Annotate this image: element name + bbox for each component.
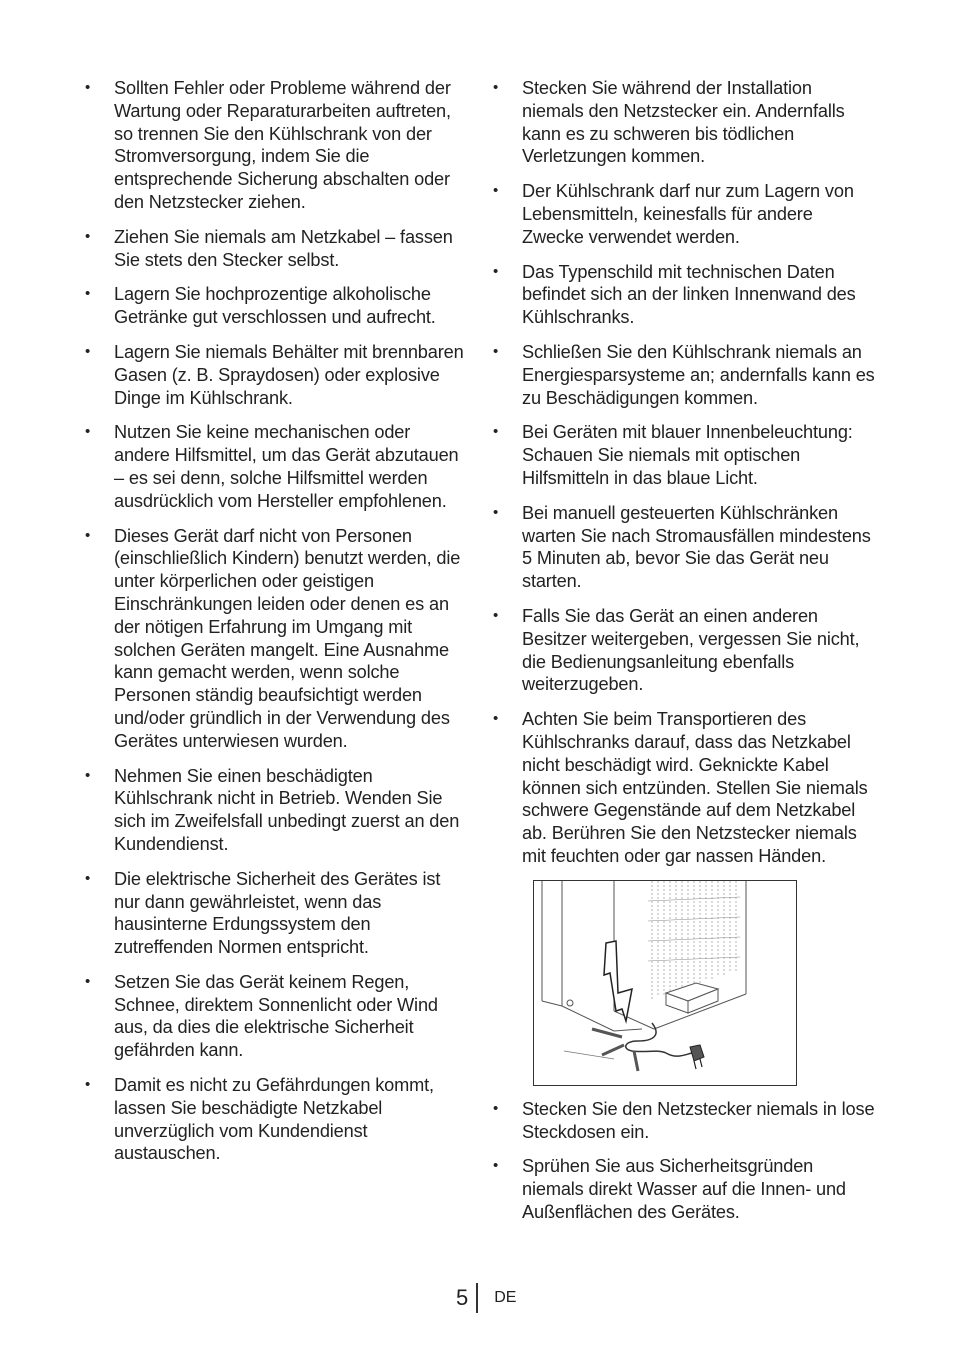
left-column	[84, 77, 468, 1177]
right-bullet-list-bottom	[492, 1098, 878, 1224]
bullet-icon: •	[85, 423, 91, 441]
bullet-icon: •	[85, 79, 91, 96]
list-item	[492, 341, 878, 409]
bullet-icon: •	[85, 766, 91, 784]
list-item	[84, 1074, 468, 1165]
page-number: 5	[456, 1285, 469, 1310]
list-item	[84, 341, 468, 409]
list-item	[492, 708, 878, 868]
bullet-icon: •	[493, 1099, 499, 1117]
list-item-text: Bei Geräten mit blauer Innenbeleuchtung: Schauen Sie niemals mit optischen Hilfsmitteln in das blaue Licht.	[522, 422, 853, 488]
right-bullet-list-top	[492, 77, 878, 868]
list-item-text: Das Typenschild mit technischen Daten befindet sich an der linken Innenwand des Kühlschranks.	[522, 261, 856, 328]
list-item-text: Bei manuell gesteuerten Kühlschränken warten Sie nach Stromausfällen mindestens 5 Minuten ab, bevor Sie das Gerät neu starten.	[522, 502, 871, 592]
right-column	[492, 77, 878, 1236]
list-item-text: Dieses Gerät darf nicht von Personen (einschließlich Kindern) benutzt werden, die unter körperlichen oder geistigen Einschränkungen leiden oder denen es an der nötigen Erfahrung im Umgang mit solchen Geräten mangelt. Eine Ausnahme kann gemacht werden, wenn solche Personen ständig beaufsichtigt werden und/oder gründlich in der Verwendung des Gerätes unterwiesen wurden.	[114, 525, 461, 751]
list-item-text: Falls Sie das Gerät an einen anderen Besitzer weitergeben, vergessen Sie nicht, die Bedienungsanleitung ebenfalls weiterzugeben.	[522, 605, 860, 695]
list-item-text: Damit es nicht zu Gefährdungen kommt, lassen Sie beschädigte Netzkabel unverzüglich vom Kundendienst austauschen.	[114, 1075, 434, 1164]
list-item	[492, 77, 878, 168]
list-item	[492, 1098, 878, 1144]
bullet-icon: •	[85, 972, 91, 990]
list-item	[84, 226, 468, 272]
bullet-icon: •	[493, 342, 499, 360]
list-item	[84, 283, 468, 329]
list-item-text: Nehmen Sie einen beschädigten Kühlschrank nicht in Betrieb. Wenden Sie sich im Zweifelsfall unbedingt zuerst an den Kundendienst.	[114, 765, 460, 854]
list-item-text: Sprühen Sie aus Sicherheitsgründen niemals direkt Wasser auf die Innen- und Außenflächen des Gerätes.	[522, 1156, 846, 1222]
bullet-icon: •	[85, 869, 91, 887]
list-item	[492, 261, 878, 329]
list-item-text: Setzen Sie das Gerät keinem Regen, Schnee, direktem Sonnenlicht oder Wind aus, da dies die elektrische Sicherheit gefährden kann.	[114, 971, 438, 1061]
list-item-text: Achten Sie beim Transportieren des Kühlschranks darauf, dass das Netzkabel nicht beschädigt wird. Geknickte Kabel können sich entzünden. Stellen Sie niemals schwere Gegenstände auf dem Netzkabel ab. Berühren Sie den Netzstecker niemals mit feuchten oder gar nassen Händen.	[522, 709, 868, 866]
page-footer	[456, 1283, 516, 1313]
list-item	[492, 605, 878, 696]
list-item	[84, 971, 468, 1062]
list-item-text: Der Kühlschrank darf nur zum Lagern von Lebensmitteln, keinesfalls für andere Zwecke verwendet werden.	[522, 181, 854, 247]
bullet-icon: •	[85, 227, 91, 245]
bullet-icon: •	[493, 1157, 499, 1175]
list-item-text: Nutzen Sie keine mechanischen oder andere Hilfsmittel, um das Gerät abzutauen – es sei denn, solche Hilfsmittel werden ausdrücklich vom Hersteller empfohlenen.	[114, 422, 459, 511]
bullet-icon: •	[85, 342, 91, 360]
bullet-icon: •	[493, 503, 499, 521]
list-item	[492, 421, 878, 489]
bullet-icon: •	[493, 423, 499, 441]
bullet-icon: •	[85, 285, 91, 303]
bullet-icon: •	[493, 262, 499, 280]
list-item	[84, 765, 468, 856]
list-item-text: Sollten Fehler oder Probleme während der Wartung oder Reparaturarbeiten auftreten, so trennen Sie den Kühlschrank von der Stromversorgung, indem Sie die entsprechende Sicherung abschalten oder den Netzstecker ziehen.	[114, 78, 451, 212]
bullet-icon: •	[85, 1076, 91, 1094]
bullet-icon: •	[493, 606, 499, 624]
list-item	[492, 180, 878, 248]
bullet-icon: •	[493, 710, 499, 728]
list-item	[84, 77, 468, 214]
list-item	[84, 421, 468, 512]
language-code: DE	[494, 1289, 517, 1306]
list-item	[84, 525, 468, 753]
list-item-text: Lagern Sie hochprozentige alkoholische Getränke gut verschlossen und aufrecht.	[114, 284, 436, 328]
list-item	[492, 1155, 878, 1223]
bullet-icon: •	[493, 79, 499, 96]
list-item	[84, 868, 468, 959]
left-bullet-list	[84, 77, 468, 1165]
power-cable-illustration	[533, 880, 797, 1086]
bullet-icon: •	[493, 182, 499, 200]
list-item-text: Lagern Sie niemals Behälter mit brennbaren Gasen (z. B. Spraydosen) oder explosive Dinge im Kühlschrank.	[114, 341, 464, 408]
list-item-text: Stecken Sie den Netzstecker niemals in lose Steckdosen ein.	[522, 1098, 875, 1142]
fridge-cable-drawing	[534, 881, 796, 1085]
list-item-text: Schließen Sie den Kühlschrank niemals an Energiesparsysteme an; andernfalls kann es zu Beschädigungen kommen.	[522, 341, 875, 408]
list-item-text: Die elektrische Sicherheit des Gerätes ist nur dann gewährleistet, wenn das hausinterne Erdungssystem den zutreffenden Normen entspricht.	[114, 868, 441, 958]
list-item-text: Ziehen Sie niemals am Netzkabel – fassen Sie stets den Stecker selbst.	[114, 226, 453, 270]
list-item	[492, 502, 878, 593]
bullet-icon: •	[85, 526, 91, 544]
list-item-text: Stecken Sie während der Installation niemals den Netzstecker ein. Andernfalls kann es zu schweren bis tödlichen Verletzungen kommen.	[522, 78, 845, 167]
